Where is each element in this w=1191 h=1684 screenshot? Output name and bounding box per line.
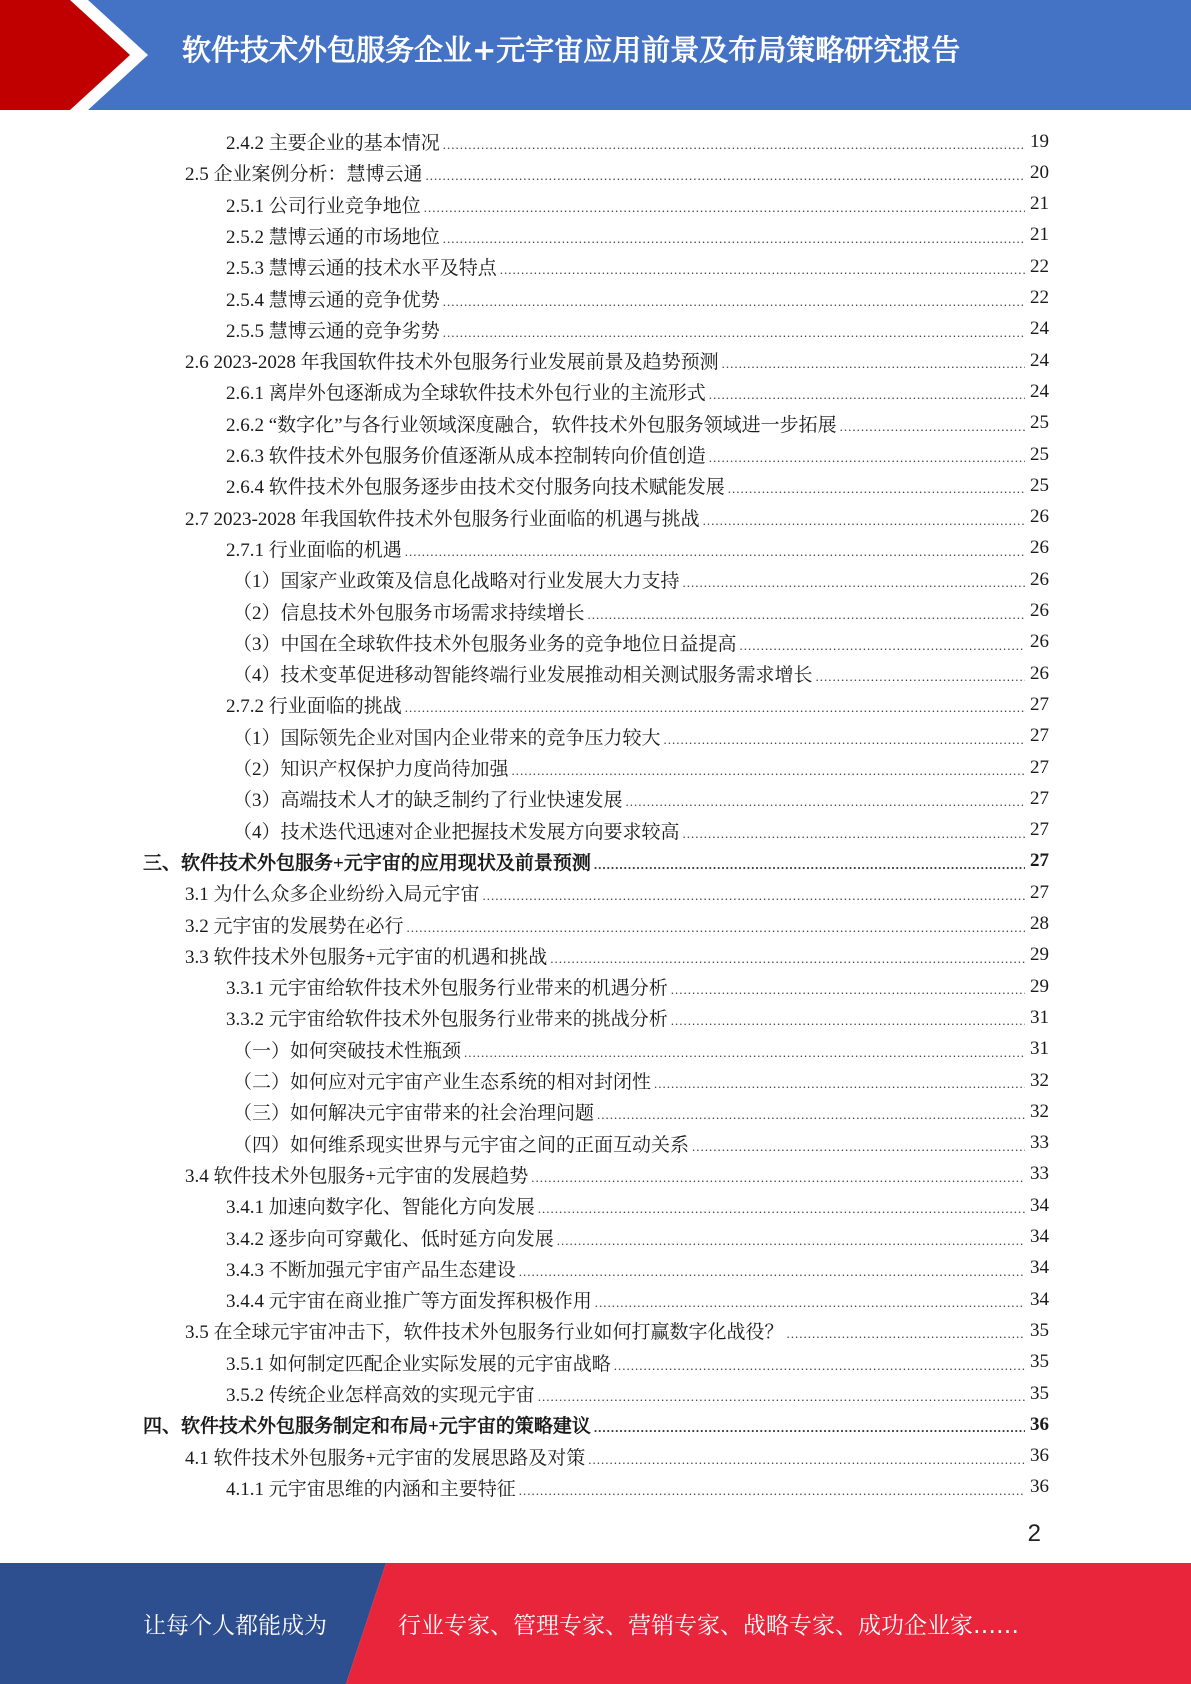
toc-entry-title: （4）技术迭代迅速对企业把握技术发展方向要求较高: [233, 821, 680, 843]
toc-entry[interactable]: [226, 189, 1049, 220]
toc-entry[interactable]: [185, 1441, 1049, 1472]
toc-entry[interactable]: [226, 1378, 1049, 1409]
toc-page-number: 32: [1030, 1100, 1049, 1122]
toc-entry-title: 2.5.4 慧博云通的竞争优势: [226, 289, 440, 311]
toc-entry-title: 3.4.2 逐步向可穿戴化、低时延方向发展: [226, 1228, 554, 1250]
toc-entry-title: （一）如何突破技术性瓶颈: [233, 1040, 462, 1062]
toc-entry[interactable]: [226, 1472, 1049, 1503]
toc-dot-leader: [595, 1291, 1025, 1315]
toc-page-number: 26: [1030, 631, 1049, 653]
toc-dot-leader: [464, 1041, 1025, 1065]
toc-entry[interactable]: [226, 220, 1049, 251]
toc-dot-leader: [683, 571, 1025, 595]
toc-entry-title: 2.4.2 主要企业的基本情况: [226, 133, 440, 154]
toc-entry[interactable]: [226, 533, 1049, 564]
toc-entry-title: 2.7 2023-2028 年我国软件技术外包服务行业面临的机遇与挑战: [185, 508, 700, 530]
toc-page-number: 26: [1030, 506, 1049, 528]
toc-dot-leader: [722, 352, 1025, 376]
toc-entry-title: 4.1.1 元宇宙思维的内涵和主要特征: [226, 1478, 516, 1500]
toc-page-number: 36: [1030, 1413, 1049, 1435]
toc-entry-title: （2）信息技术外包服务市场需求持续增长: [233, 602, 585, 624]
toc-entry-title: 三、软件技术外包服务+元宇宙的应用现状及前景预测: [143, 852, 591, 874]
toc-entry[interactable]: [233, 783, 1049, 814]
toc-page-number: 27: [1030, 787, 1049, 809]
toc-dot-leader: [728, 477, 1025, 501]
toc-entry[interactable]: [233, 596, 1049, 627]
toc-entry-title: （1）国家产业政策及信息化战略对行业发展大力支持: [233, 571, 680, 593]
toc-entry[interactable]: [226, 1253, 1049, 1284]
toc-page-number: 31: [1030, 1006, 1049, 1028]
toc-page-number: 19: [1030, 130, 1049, 152]
toc-page-number: 22: [1030, 287, 1049, 308]
toc-dot-leader: [664, 728, 1025, 752]
toc-entry[interactable]: [233, 815, 1049, 846]
toc-dot-leader: [443, 133, 1025, 157]
toc-page-number: 25: [1030, 443, 1049, 465]
toc-entry-title: 2.6 2023-2028 年我国软件技术外包服务行业发展前景及趋势预测: [185, 352, 719, 374]
toc-page-number: 34: [1030, 1194, 1049, 1216]
toc-dot-leader: [483, 884, 1025, 908]
toc-page-number: 24: [1030, 380, 1049, 402]
toc-dot-leader: [740, 634, 1025, 658]
toc-entry-title: 2.5.1 公司行业竞争地位: [226, 195, 421, 217]
toc-entry[interactable]: [233, 658, 1049, 689]
toc-entry[interactable]: [226, 126, 1049, 157]
toc-entry[interactable]: [233, 627, 1049, 658]
toc-page-number: 27: [1030, 693, 1049, 715]
toc-entry[interactable]: [185, 1315, 1049, 1346]
toc-page-number: 33: [1030, 1163, 1049, 1185]
toc-page-number: 36: [1030, 1476, 1049, 1498]
toc-entry-title: （二）如何应对元宇宙产业生态系统的相对封闭性: [233, 1072, 652, 1093]
toc-page-number: 35: [1030, 1319, 1049, 1341]
toc-dot-leader: [703, 509, 1025, 533]
toc-page-number: 34: [1030, 1288, 1049, 1310]
toc-dot-leader: [424, 196, 1025, 220]
toc-entry-title: （1）国际领先企业对国内企业带来的竞争压力较大: [233, 727, 661, 749]
toc-dot-leader: [671, 1009, 1025, 1033]
toc-entry-title: 2.5.3 慧博云通的技术水平及特点: [226, 258, 497, 280]
toc-entry-title: 3.5 在全球元宇宙冲击下，软件技术外包服务行业如何打赢数字化战役？: [185, 1322, 784, 1344]
toc-entry[interactable]: [233, 1128, 1049, 1159]
toc-page-number: 21: [1030, 224, 1049, 246]
toc-entry[interactable]: [226, 689, 1049, 720]
toc-entry-title: 2.5 企业案例分析：慧博云通: [185, 164, 423, 186]
toc-entry-title: 2.7.1 行业面临的机遇: [226, 539, 402, 561]
toc-entry-title: 3.3 软件技术外包服务+元宇宙的机遇和挑战: [185, 946, 548, 968]
toc-dot-leader: [692, 1135, 1025, 1159]
toc-page-number: 34: [1030, 1257, 1049, 1279]
toc-dot-leader: [405, 696, 1025, 720]
toc-dot-leader: [405, 540, 1025, 564]
toc-page-number: 33: [1030, 1132, 1049, 1154]
toc-entry-title: 2.6.1 离岸外包逐渐成为全球软件技术外包行业的主流形式: [226, 383, 706, 405]
toc-entry[interactable]: [185, 877, 1049, 908]
toc-dot-leader: [654, 1072, 1025, 1096]
toc-dot-leader: [500, 258, 1025, 282]
toc-entry[interactable]: [233, 1065, 1049, 1096]
toc-page-number: 26: [1030, 568, 1049, 590]
toc-entry-title: 2.5.2 慧博云通的市场地位: [226, 226, 440, 248]
toc-dot-leader: [588, 603, 1025, 627]
toc-entry[interactable]: [226, 1347, 1049, 1378]
toc-entry-title: （3）中国在全球软件技术外包服务业务的竞争地位日益提高: [233, 633, 737, 655]
toc-dot-leader: [538, 1197, 1025, 1221]
toc-page-number: 35: [1030, 1351, 1049, 1373]
toc-chapter[interactable]: [143, 846, 1049, 877]
toc-dot-leader: [626, 790, 1025, 814]
toc-entry-title: （4）技术变革促进移动智能终端行业发展推动相关测试服务需求增长: [233, 665, 813, 687]
toc-page-number: 20: [1030, 161, 1049, 183]
toc-entry-title: 3.5.2 传统企业怎样高效的实现元宇宙: [226, 1385, 535, 1406]
toc-dot-leader: [550, 947, 1025, 971]
toc-entry[interactable]: [185, 157, 1049, 188]
toc-dot-leader: [443, 290, 1025, 314]
page-header: [0, 0, 1191, 110]
toc-entry[interactable]: [233, 752, 1049, 783]
toc-entry[interactable]: [226, 283, 1049, 314]
toc-page-number: 34: [1030, 1226, 1049, 1247]
toc-entry-title: 2.6.3 软件技术外包服务价值逐渐从成本控制转向价值创造: [226, 446, 706, 467]
toc-entry-title: 3.3.1 元宇宙给软件技术外包服务行业带来的机遇分析: [226, 978, 668, 1000]
toc-page-number: 28: [1030, 913, 1049, 934]
toc-page-number: 27: [1030, 881, 1049, 903]
toc-page-number: 27: [1030, 725, 1049, 747]
toc-dot-leader: [597, 1103, 1025, 1127]
toc-dot-leader: [538, 1385, 1025, 1409]
toc-dot-leader: [443, 321, 1025, 345]
toc-entry-title: 3.4 软件技术外包服务+元宇宙的发展趋势: [185, 1165, 529, 1187]
toc-page-number: 22: [1030, 255, 1049, 277]
footer-slogan-left: 让每个人都能成为: [143, 1613, 327, 1639]
toc-dot-leader: [840, 415, 1025, 439]
page-number: 2: [1027, 1520, 1041, 1547]
toc-dot-leader: [531, 1166, 1025, 1190]
toc-entry[interactable]: [226, 470, 1049, 501]
toc-page-number: 32: [1030, 1069, 1049, 1091]
toc-dot-leader: [407, 916, 1025, 940]
toc-dot-leader: [671, 978, 1025, 1002]
toc-entry[interactable]: [185, 909, 1049, 940]
toc-entry[interactable]: [226, 971, 1049, 1002]
toc-entry-title: 2.7.2 行业面临的挑战: [226, 696, 402, 718]
toc-page-number: 26: [1030, 600, 1049, 621]
toc-entry[interactable]: [185, 502, 1049, 533]
toc-entry-title: 2.5.5 慧博云通的竞争劣势: [226, 320, 440, 342]
toc-entry-title: 3.4.3 不断加强元宇宙产品生态建设: [226, 1259, 516, 1281]
toc-entry[interactable]: [226, 439, 1049, 470]
toc-entry[interactable]: [226, 314, 1049, 345]
toc-dot-leader: [787, 1322, 1025, 1346]
toc-entry[interactable]: [185, 345, 1049, 376]
toc-entry[interactable]: [185, 1159, 1049, 1190]
toc-entry[interactable]: [226, 376, 1049, 407]
toc-entry[interactable]: [233, 1096, 1049, 1127]
toc-page-number: 29: [1030, 975, 1049, 997]
toc-page-number: 31: [1030, 1038, 1049, 1060]
toc-page-number: 29: [1030, 944, 1049, 966]
toc-page-number: 27: [1030, 850, 1049, 872]
toc-page-number: 36: [1030, 1445, 1049, 1467]
toc-page-number: 24: [1030, 318, 1049, 340]
toc-page-number: 27: [1030, 819, 1049, 841]
toc-dot-leader: [709, 383, 1025, 407]
toc-entry-title: 3.2 元宇宙的发展势在必行: [185, 915, 404, 937]
toc-entry-title: （3）高端技术人才的缺乏制约了行业快速发展: [233, 790, 623, 812]
toc-page-number: 24: [1030, 349, 1049, 371]
toc-entry[interactable]: [233, 721, 1049, 752]
toc-entry-title: （四）如何维系现实世界与元宇宙之间的正面互动关系: [233, 1134, 690, 1156]
toc-entry-title: 3.3.2 元宇宙给软件技术外包服务行业带来的挑战分析: [226, 1009, 668, 1031]
toc-entry[interactable]: [226, 1284, 1049, 1315]
toc-page-number: 27: [1030, 756, 1049, 778]
toc-entry[interactable]: [233, 564, 1049, 595]
toc-page-number: 25: [1030, 474, 1049, 496]
toc-dot-leader: [512, 759, 1025, 783]
toc-dot-leader: [588, 1448, 1025, 1472]
toc-dot-leader: [683, 822, 1025, 846]
toc-entry[interactable]: [226, 1002, 1049, 1033]
toc-dot-leader: [709, 446, 1025, 470]
toc-entry[interactable]: [226, 1222, 1049, 1253]
toc-dot-leader: [426, 164, 1025, 188]
page-footer: [0, 1563, 1191, 1684]
toc-dot-leader: [816, 665, 1025, 689]
toc-dot-leader: [594, 1416, 1025, 1440]
toc-entry[interactable]: [226, 1190, 1049, 1221]
toc-page-number: 26: [1030, 662, 1049, 684]
toc-entry-title: 四、软件技术外包服务制定和布局+元宇宙的策略建议: [143, 1416, 591, 1438]
toc-entry-title: 3.4.4 元宇宙在商业推广等方面发挥积极作用: [226, 1291, 592, 1313]
toc-page-number: 26: [1030, 537, 1049, 559]
toc-entry[interactable]: [226, 408, 1049, 439]
toc-entry-title: （三）如何解决元宇宙带来的社会治理问题: [233, 1103, 595, 1125]
header-red-arrow: [0, 0, 130, 110]
toc-entry-title: 4.1 软件技术外包服务+元宇宙的发展思路及对策: [185, 1447, 586, 1469]
toc-chapter[interactable]: [143, 1409, 1049, 1440]
toc-dot-leader: [443, 227, 1025, 251]
toc-dot-leader: [519, 1260, 1025, 1284]
toc-dot-leader: [614, 1354, 1025, 1378]
toc-dot-leader: [557, 1229, 1025, 1253]
report-title: 软件技术外包服务企业+元宇宙应用前景及布局策略研究报告: [182, 33, 961, 67]
toc-entry-title: 3.4.1 加速向数字化、智能化方向发展: [226, 1197, 535, 1219]
toc-dot-leader: [594, 853, 1025, 877]
toc-page-number: 21: [1030, 193, 1049, 215]
toc-entry-title: （2）知识产权保护力度尚待加强: [233, 759, 509, 780]
toc-dot-leader: [519, 1479, 1025, 1503]
toc-entry[interactable]: [185, 940, 1049, 971]
toc-page-number: 25: [1030, 412, 1049, 434]
toc-entry[interactable]: [233, 1034, 1049, 1065]
toc-entry-title: 3.1 为什么众多企业纷纷入局元宇宙: [185, 884, 480, 906]
toc-entry-title: 3.5.1 如何制定匹配企业实际发展的元宇宙战略: [226, 1353, 611, 1375]
toc-entry-title: 2.6.2 “数字化”与各行业领域深度融合，软件技术外包服务领域进一步拓展: [226, 414, 837, 436]
toc-page-number: 35: [1030, 1382, 1049, 1404]
toc-entry-title: 2.6.4 软件技术外包服务逐步由技术交付服务向技术赋能发展: [226, 477, 725, 499]
toc-entry[interactable]: [226, 251, 1049, 282]
footer-slogan-right: 行业专家、管理专家、营销专家、战略专家、成功企业家……: [398, 1613, 1019, 1639]
